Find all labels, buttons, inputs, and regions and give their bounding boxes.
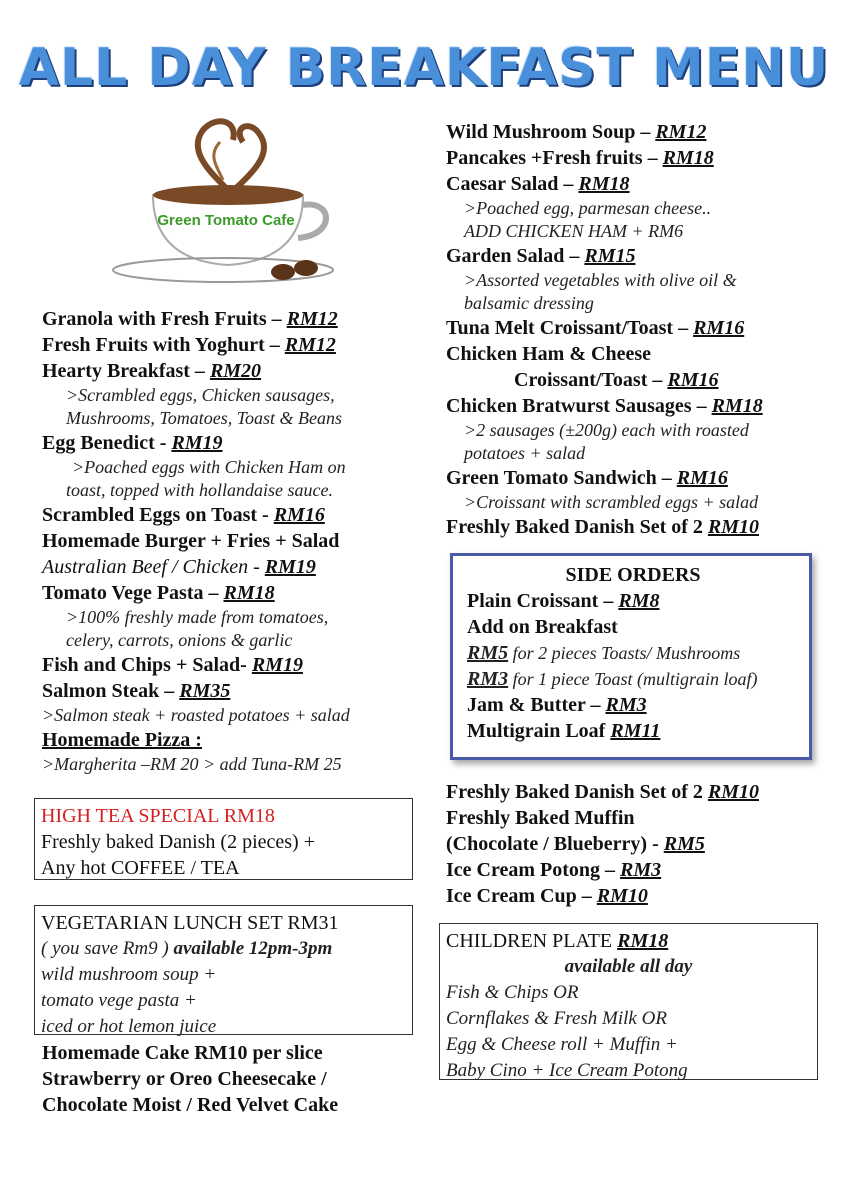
item-description: toast, topped with hollandaise sauce. — [66, 480, 333, 500]
menu-item-danish: Freshly Baked Danish Set of 2 RM10 — [446, 516, 760, 538]
cake-section — [42, 1040, 338, 1118]
menu-item-ham-cheese-option: Croissant/Toast – RM16 — [514, 369, 719, 391]
side-item-jam: Jam & Butter – RM3 — [467, 694, 647, 716]
side-item-loaf: Multigrain Loaf RM11 — [467, 720, 661, 742]
side-item-rm5: RM5 for 2 pieces Toasts/ Mushrooms — [467, 642, 741, 664]
high-tea-line: Freshly baked Danish (2 pieces) + — [41, 831, 315, 853]
menu-item-granola: Granola with Fresh Fruits – RM12 — [42, 308, 338, 330]
item-description: >2 sausages (±200g) each with roasted — [464, 420, 749, 440]
side-orders-title: SIDE ORDERS — [565, 564, 701, 586]
cafe-logo — [108, 110, 348, 290]
cake-line: Strawberry or Oreo Cheesecake / — [42, 1068, 327, 1090]
logo-text: Green Tomato Cafe — [157, 212, 295, 229]
menu-item-tuna-melt: Tuna Melt Croissant/Toast – RM16 — [446, 317, 745, 339]
children-line: Egg & Cheese roll + Muffin + — [446, 1034, 678, 1055]
children-plate-box — [439, 923, 818, 1080]
menu-item-scrambled-eggs: Scrambled Eggs on Toast - RM16 — [42, 504, 325, 526]
menu-item-muffin: Freshly Baked Muffin — [446, 807, 635, 829]
menu-item-hearty-breakfast: Hearty Breakfast – RM20 — [42, 360, 262, 382]
side-orders-box — [450, 553, 812, 760]
high-tea-title: HIGH TEA SPECIAL RM18 — [41, 805, 275, 827]
menu-item-danish-2: Freshly Baked Danish Set of 2 RM10 — [446, 781, 760, 803]
item-description: >Margherita –RM 20 > add Tuna-RM 25 — [42, 754, 342, 774]
children-line: Baby Cino + Ice Cream Potong — [446, 1060, 688, 1081]
children-availability: available all day — [564, 956, 693, 977]
left-column — [42, 306, 350, 776]
item-description: >100% freshly made from tomatoes, — [66, 607, 329, 627]
veg-lunch-title: VEGETARIAN LUNCH SET RM31 — [41, 912, 339, 934]
vegetarian-lunch-box — [34, 905, 413, 1035]
side-item-rm3: RM3 for 1 piece Toast (multigrain loaf) — [467, 668, 758, 690]
menu-item-ice-cream-potong: Ice Cream Potong – RM3 — [446, 859, 662, 881]
veg-lunch-line: wild mushroom soup + — [41, 964, 217, 985]
menu-item-burger: Homemade Burger + Fries + Salad — [42, 530, 340, 552]
menu-item-egg-benedict: Egg Benedict - RM19 — [42, 432, 223, 454]
high-tea-line: Any hot COFFEE / TEA — [41, 857, 240, 879]
veg-lunch-availability: ( you save Rm9 ) available 12pm-3pm — [41, 938, 333, 959]
menu-item-gt-sandwich: Green Tomato Sandwich – RM16 — [446, 467, 728, 489]
menu-title: ALL DAY BREAKFAST MENU — [18, 38, 830, 98]
menu-item-tomato-pasta: Tomato Vege Pasta – RM18 — [42, 582, 275, 604]
menu-item-burger-option: Australian Beef / Chicken - RM19 — [42, 556, 316, 578]
menu-item-pancakes: Pancakes +Fresh fruits – RM18 — [446, 147, 714, 169]
menu-item-pizza: Homemade Pizza : — [42, 729, 202, 751]
menu-item-ham-cheese: Chicken Ham & Cheese — [446, 343, 651, 365]
menu-item-fish-chips: Fish and Chips + Salad- RM19 — [42, 654, 303, 676]
cake-line: Chocolate Moist / Red Velvet Cake — [42, 1094, 339, 1116]
side-item-add-on: Add on Breakfast — [467, 616, 618, 638]
right-column — [446, 119, 763, 540]
children-plate-title: CHILDREN PLATE RM18 — [446, 930, 669, 952]
item-description: >Poached eggs with Chicken Ham on — [72, 457, 346, 477]
item-description: >Salmon steak + roasted potatoes + salad — [42, 705, 350, 725]
item-description: ADD CHICKEN HAM + RM6 — [464, 221, 684, 241]
menu-item-ice-cream-cup: Ice Cream Cup – RM10 — [446, 885, 648, 907]
item-description: >Poached egg, parmesan cheese.. — [464, 198, 712, 218]
item-description: celery, carrots, onions & garlic — [66, 630, 293, 650]
high-tea-box — [34, 798, 413, 880]
veg-lunch-line: tomato vege pasta + — [41, 990, 197, 1011]
menu-item-mushroom-soup: Wild Mushroom Soup – RM12 — [446, 121, 707, 143]
item-description: >Croissant with scrambled eggs + salad — [464, 492, 759, 512]
menu-item-salmon: Salmon Steak – RM35 — [42, 680, 231, 702]
menu-item-muffin-option: (Chocolate / Blueberry) - RM5 — [446, 833, 705, 855]
item-description: >Assorted vegetables with olive oil & — [464, 270, 737, 290]
menu-item-fruits-yoghurt: Fresh Fruits with Yoghurt – RM12 — [42, 334, 336, 356]
item-description: Mushrooms, Tomatoes, Toast & Beans — [66, 408, 343, 428]
children-line: Fish & Chips OR — [446, 982, 579, 1003]
cake-line: Homemade Cake RM10 per slice — [42, 1042, 323, 1064]
menu-item-garden-salad: Garden Salad – RM15 — [446, 245, 636, 267]
side-item-croissant: Plain Croissant – RM8 — [467, 590, 660, 612]
children-line: Cornflakes & Fresh Milk OR — [446, 1008, 667, 1029]
menu-item-bratwurst: Chicken Bratwurst Sausages – RM18 — [446, 395, 763, 417]
right-lower-column — [446, 779, 759, 909]
item-description: balsamic dressing — [464, 293, 594, 313]
veg-lunch-line: iced or hot lemon juice — [41, 1016, 217, 1037]
item-description: >Scrambled eggs, Chicken sausages, — [66, 385, 335, 405]
item-description: potatoes + salad — [464, 443, 586, 463]
menu-item-caesar-salad: Caesar Salad – RM18 — [446, 173, 630, 195]
